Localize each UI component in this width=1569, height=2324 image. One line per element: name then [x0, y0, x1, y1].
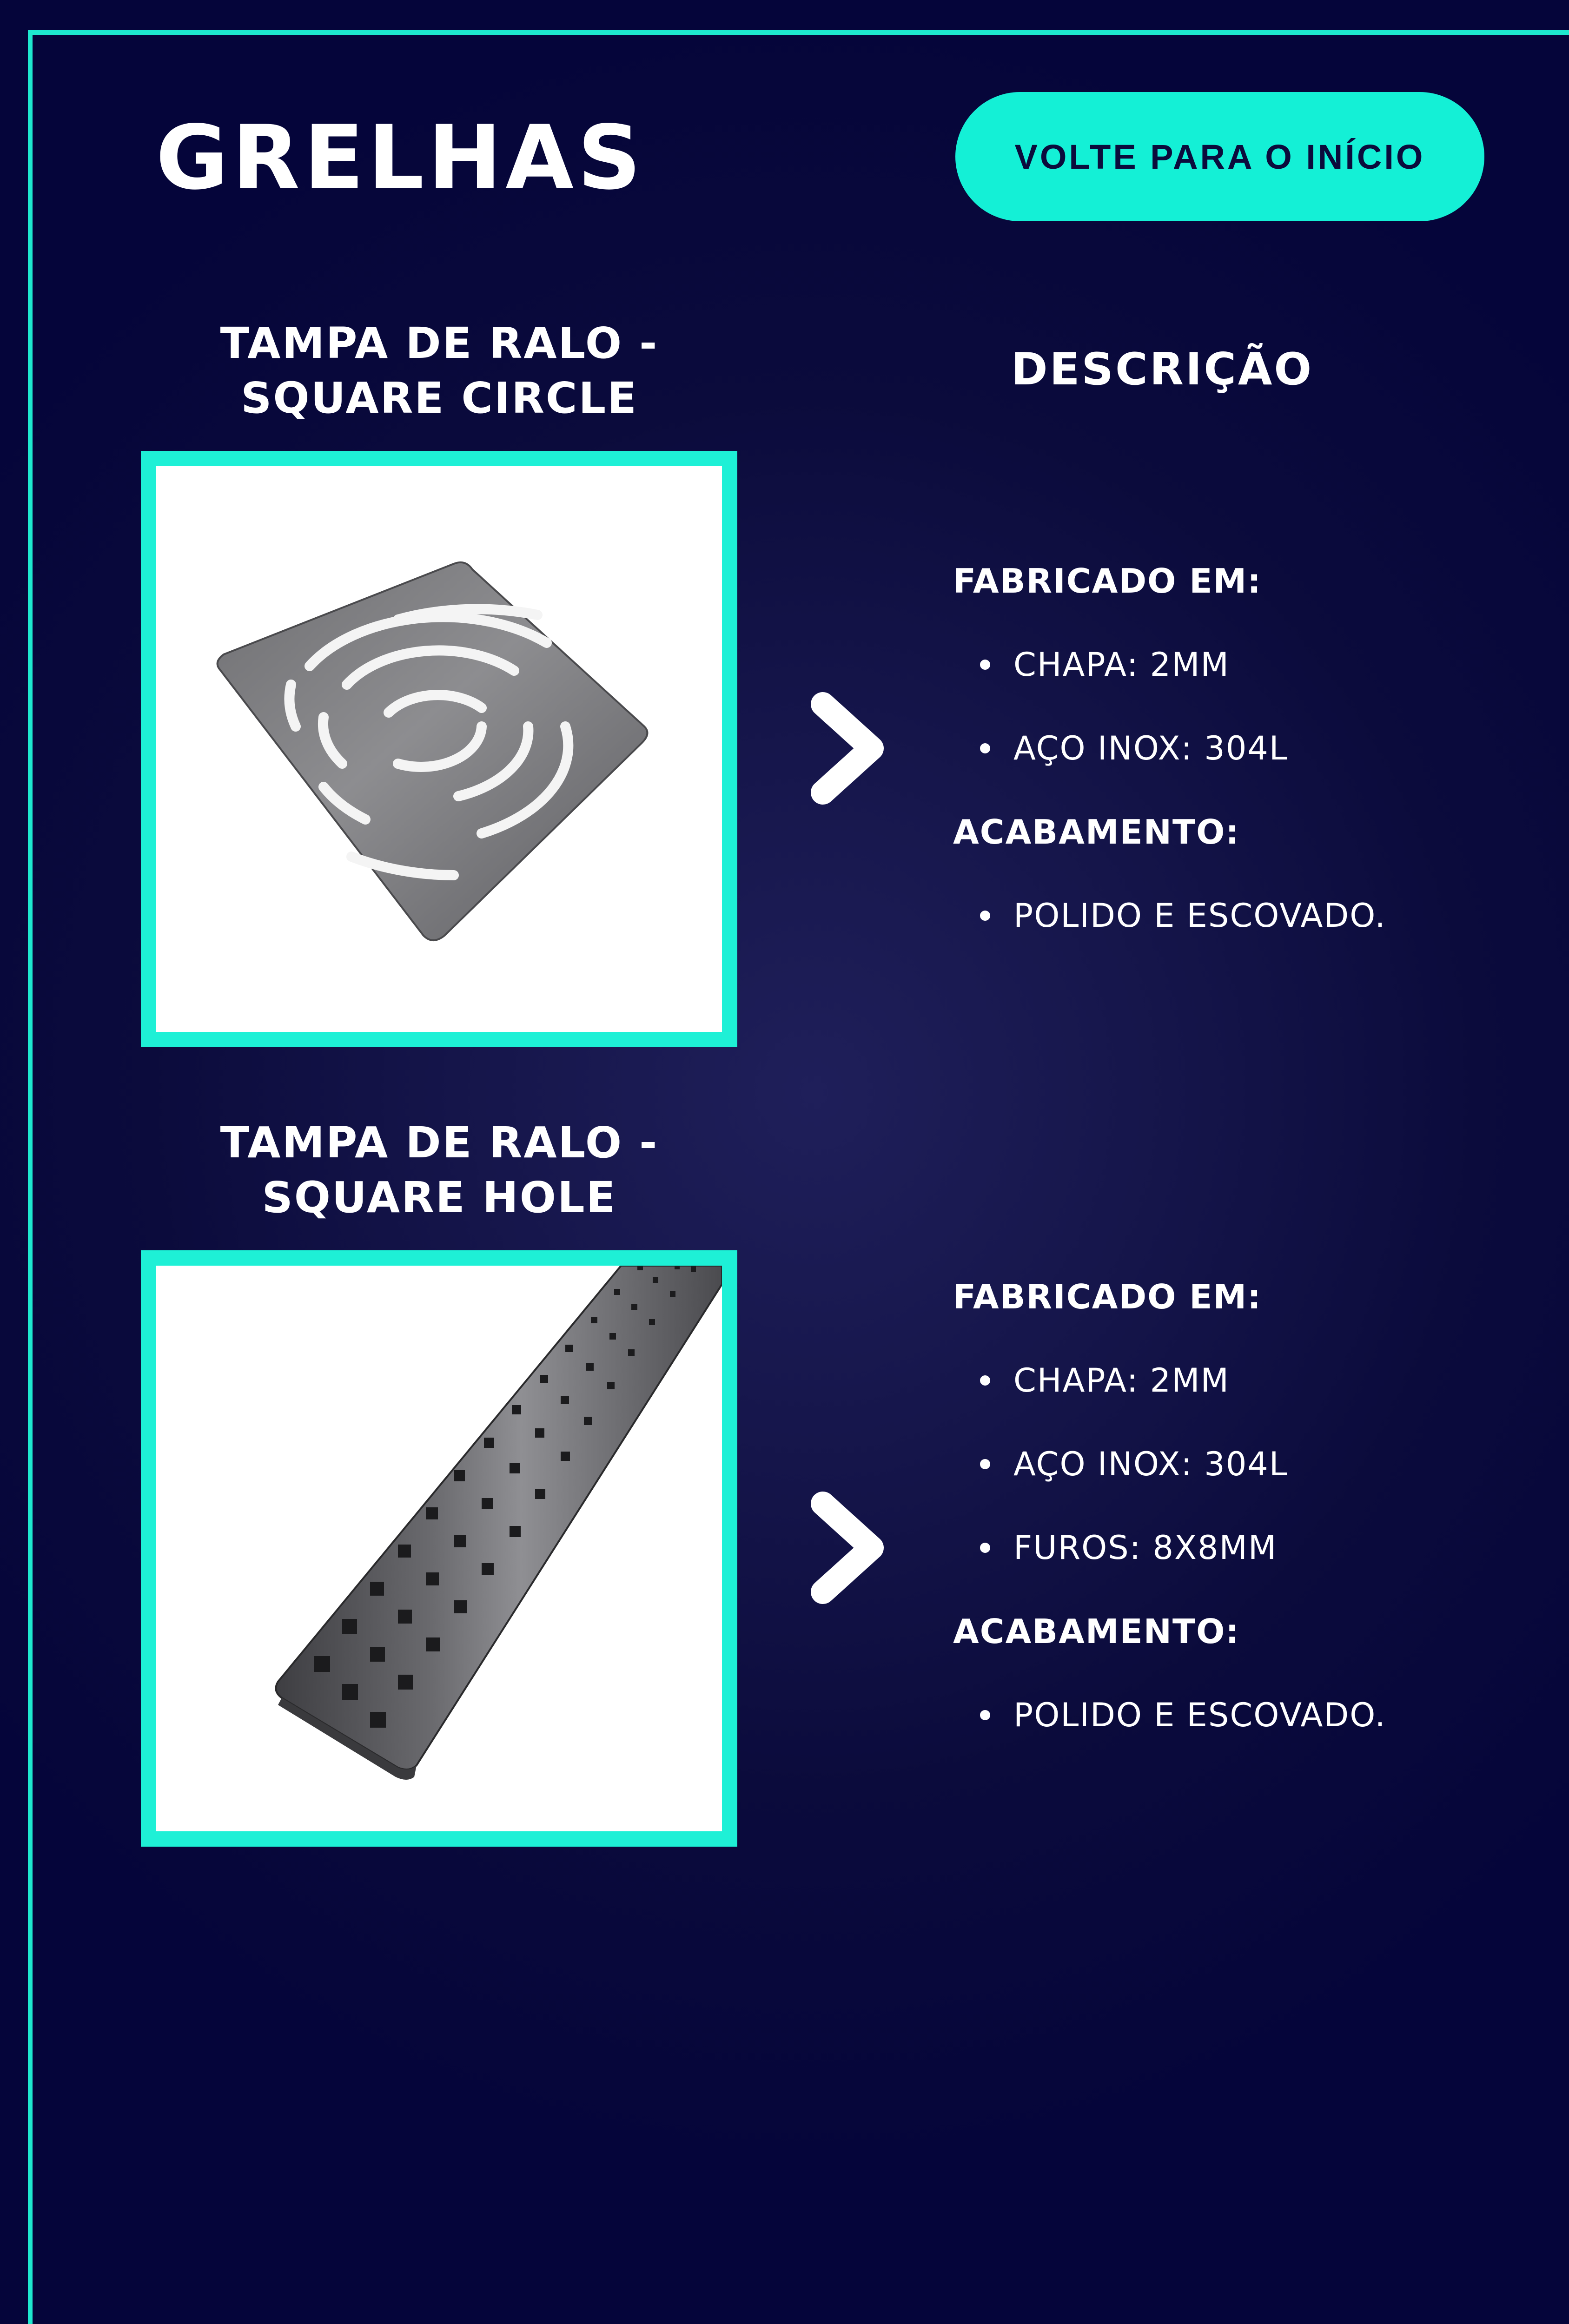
- bullet-icon: [980, 1543, 990, 1553]
- square-drain-cover-circles-image: [156, 466, 722, 1032]
- spec-item: [953, 623, 1511, 706]
- product-specs-square-hole: [953, 1255, 1511, 1757]
- spec-item: [953, 1422, 1511, 1506]
- product-title-line1: TAMPA DE RALO -: [220, 318, 659, 368]
- chevron-right-icon: [807, 1487, 890, 1608]
- chevron-right-icon: [807, 688, 890, 809]
- bullet-icon: [980, 660, 990, 670]
- fabricado-heading: FABRICADO EM:: [953, 561, 1262, 601]
- product-title-line2: SQUARE HOLE: [262, 1173, 617, 1222]
- bullet-icon: [980, 1710, 990, 1720]
- spec-item: [953, 706, 1511, 790]
- product-title-square-circle: [139, 316, 739, 426]
- frame-left-border: [28, 30, 33, 2324]
- spec-item: [953, 874, 1511, 957]
- acabamento-list: [953, 874, 1511, 957]
- acabamento-heading: ACABAMENTO:: [953, 812, 1240, 852]
- linear-drain-grate-square-holes-image: [156, 1266, 722, 1831]
- bullet-icon: [980, 743, 990, 753]
- bullet-icon: [980, 911, 990, 921]
- product-title-line1: TAMPA DE RALO -: [220, 1118, 659, 1168]
- spec-item: [953, 1339, 1511, 1422]
- product-specs-square-circle: [953, 539, 1511, 957]
- spec-item-text: FUROS: 8X8MM: [1013, 1529, 1278, 1567]
- product-image-frame-square-circle: [141, 451, 737, 1047]
- spec-item-text: POLIDO E ESCOVADO.: [1013, 1696, 1386, 1734]
- fabricado-heading: FABRICADO EM:: [953, 1277, 1262, 1316]
- bullet-icon: [980, 1459, 990, 1469]
- spec-item-text: AÇO INOX: 304L: [1013, 729, 1288, 767]
- acabamento-heading: ACABAMENTO:: [953, 1612, 1240, 1651]
- frame-top-border: [28, 30, 1569, 35]
- back-to-home-button[interactable]: VOLTE PARA O INÍCIO: [955, 92, 1484, 221]
- fabricado-list: [953, 1339, 1511, 1590]
- spec-item: [953, 1506, 1511, 1590]
- bullet-icon: [980, 1375, 990, 1386]
- spec-item-text: CHAPA: 2MM: [1013, 1361, 1230, 1400]
- page-title: GRELHAS: [156, 106, 645, 209]
- spec-item-text: AÇO INOX: 304L: [1013, 1445, 1288, 1483]
- fabricado-list: [953, 623, 1511, 790]
- spec-item: [953, 1673, 1511, 1757]
- product-title-line2: SQUARE CIRCLE: [241, 373, 638, 423]
- spec-item-text: POLIDO E ESCOVADO.: [1013, 897, 1386, 935]
- description-heading: DESCRIÇÃO: [1011, 344, 1314, 395]
- product-image-frame-square-hole: [141, 1250, 737, 1847]
- spec-item-text: CHAPA: 2MM: [1013, 646, 1230, 684]
- product-title-square-hole: [139, 1116, 739, 1225]
- acabamento-list: [953, 1673, 1511, 1757]
